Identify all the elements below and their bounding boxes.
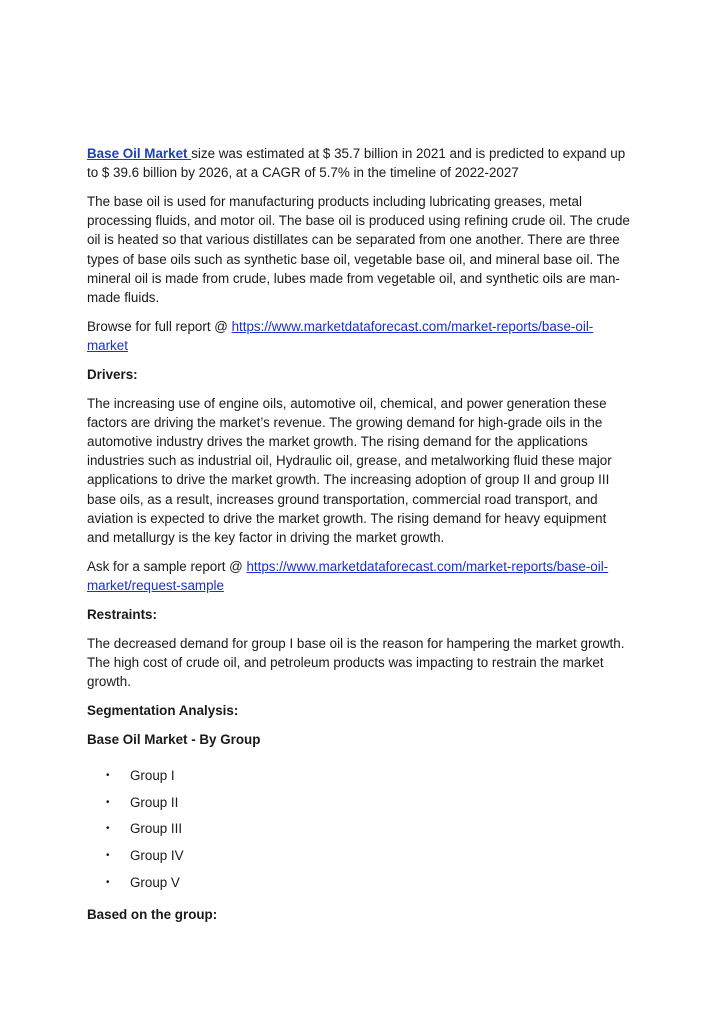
by-group-heading: Base Oil Market - By Group (87, 731, 261, 747)
sample-report-link[interactable]: https://www.marketdataforecast.com/market-reports/base-oil-market/request-sample (87, 558, 609, 594)
document-page (87, 144, 632, 934)
restraints-paragraph: The decreased demand for group I base oil is the reason for hampering the market growth. The high cost of crude oil, and petroleum products was impacting to restrain the market growth. (87, 635, 625, 690)
bullet-icon: • (106, 823, 110, 835)
sample-paragraph (87, 557, 632, 595)
description-paragraph: The base oil is used for manufacturing products including lubricating greases, metal processing fluids, and motor oil. The base oil is produced using refining crude oil. The crude oil is heated so that various distillates can be separated from one another. There are three types of base oils such as synthetic base oil, vegetable base oil, and mineral base oil. The mineral oil is made from crude, lubes made from vegetable oil, and synthetic oils are man-made fluids. (87, 194, 630, 306)
group-label: Group V (130, 875, 180, 891)
list-item (87, 793, 632, 820)
group-list (87, 766, 632, 900)
group-label: Group I (130, 767, 175, 783)
restraints-heading: Restraints: (87, 606, 157, 622)
list-item (87, 819, 632, 846)
list-item (87, 846, 632, 873)
group-label: Group II (130, 794, 179, 810)
bullet-icon: • (106, 877, 110, 889)
browse-prefix: Browse for full report @ (87, 318, 232, 334)
segmentation-heading: Segmentation Analysis: (87, 702, 239, 718)
list-item (87, 766, 632, 793)
base-oil-market-link[interactable]: Base Oil Market (87, 146, 192, 161)
drivers-heading: Drivers: (87, 366, 138, 382)
group-label: Group IV (130, 848, 184, 864)
based-on-group-heading: Based on the group: (87, 906, 218, 922)
list-item (87, 873, 632, 900)
intro-text: size was estimated at $ 35.7 billion in 2021 and is predicted to expand up to $ 39.6 billion by 2026, at a CAGR of 5.7% in the timeline of 2022-2027 (87, 146, 626, 181)
sample-prefix: Ask for a sample report @ (87, 558, 247, 574)
bullet-icon: • (106, 850, 110, 862)
drivers-paragraph: The increasing use of engine oils, automotive oil, chemical, and power generation these factors are driving the market’s revenue. The growing demand for high-grade oils in the automotive industry drives the market growth. The rising demand for the applications industries such as industrial oil, Hydraulic oil, grease, and metalworking fluid these major applications to drive the market growth. The increasing adoption of group II and group III base oils, as a result, increases ground transportation, commercial road transport, and aviation is expected to drive the market growth. The rising demand for heavy equipment and metallurgy is the key factor in driving the market growth. (87, 395, 612, 546)
group-label: Group III (130, 821, 183, 837)
full-report-link[interactable]: https://www.marketdataforecast.com/market-reports/base-oil-market (87, 318, 594, 354)
bullet-icon: • (106, 769, 110, 781)
intro-paragraph (87, 144, 632, 182)
browse-paragraph (87, 317, 632, 355)
bullet-icon: • (106, 796, 110, 808)
